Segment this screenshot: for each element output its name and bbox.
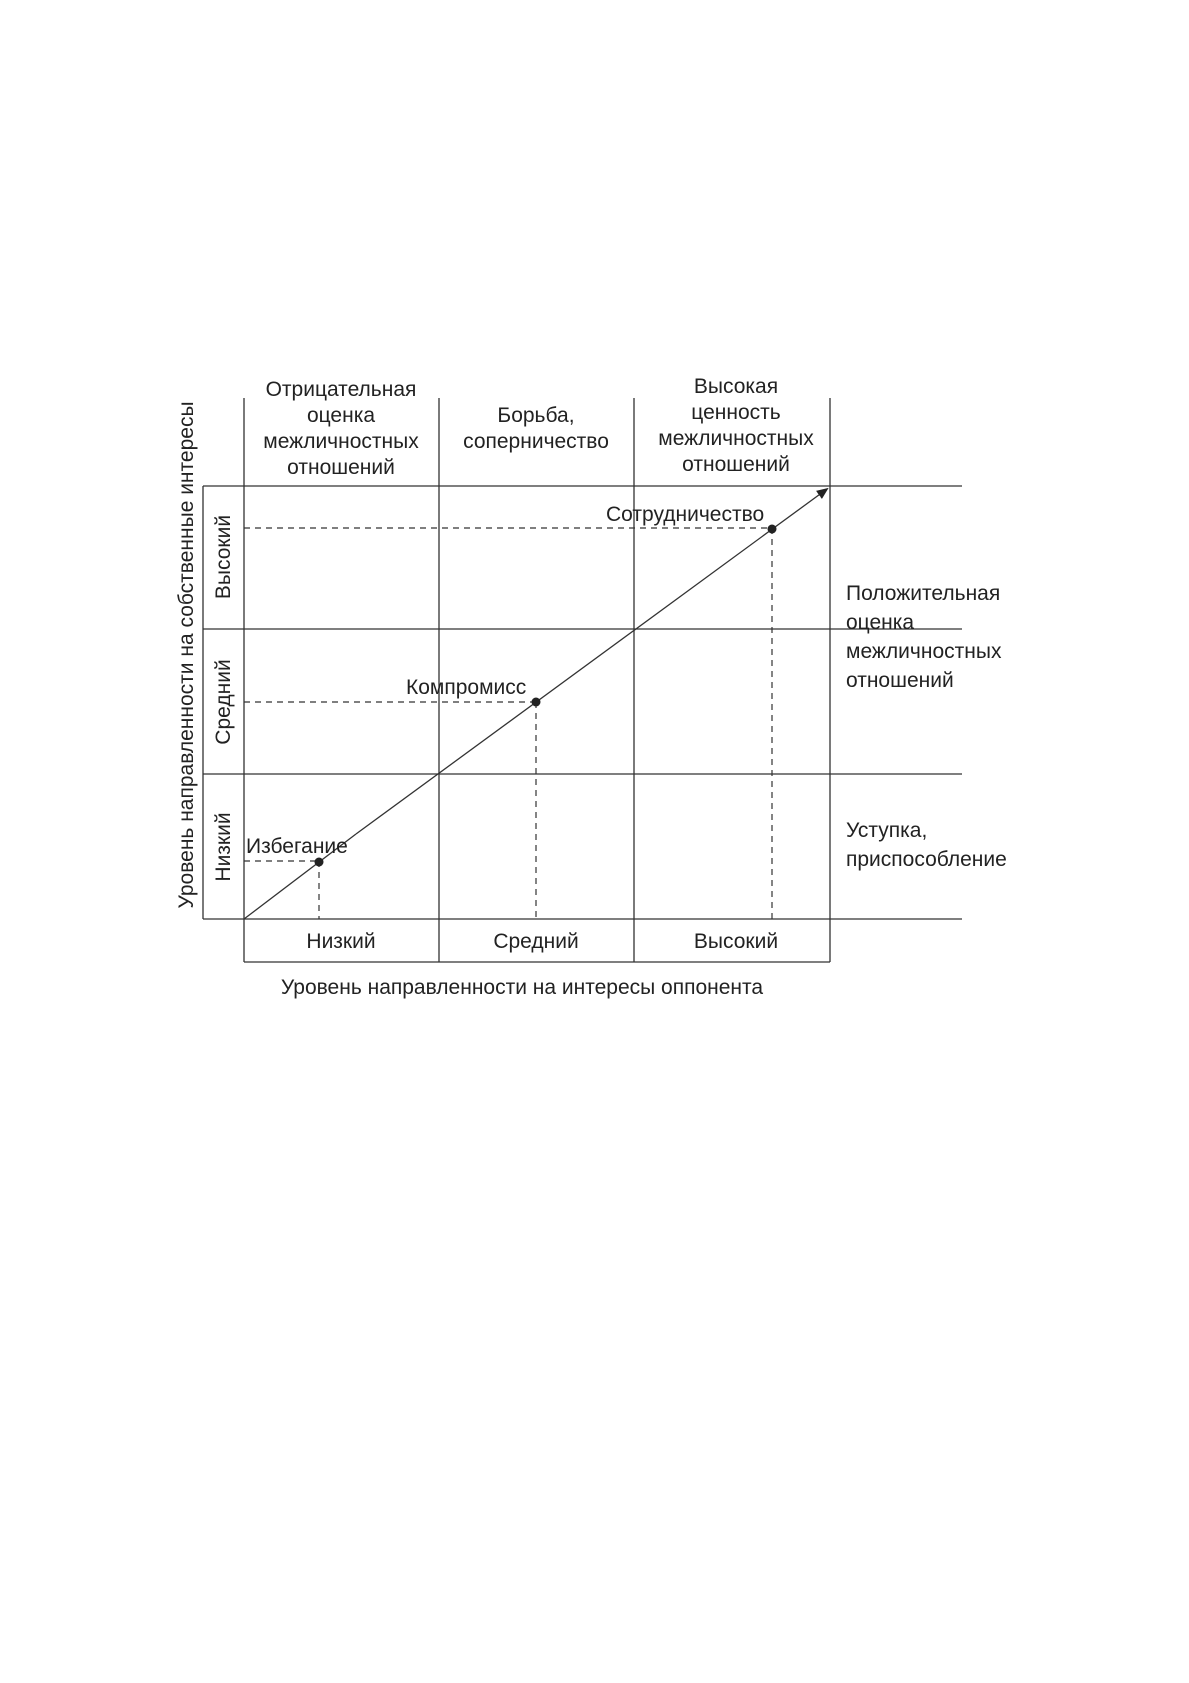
col-label-medium: Средний — [493, 930, 579, 953]
right-label-positive-line: Положительная — [846, 582, 1001, 605]
top-header-col3-line: ценность — [691, 401, 781, 424]
right-label-concession-line: Уступка, — [846, 819, 928, 842]
right-label-concession — [846, 819, 1007, 871]
point-sotrudnichestvo — [768, 525, 777, 534]
col-label-high: Высокий — [693, 930, 779, 953]
diagonal-arrow-upper — [356, 489, 827, 834]
y-axis-title: Уровень направленности на собственные интересы — [175, 401, 198, 909]
top-header-col1-line: оценка — [306, 404, 376, 427]
label-kompromiss: Компромисс — [406, 676, 527, 699]
top-header-col3-line: отношений — [682, 453, 790, 476]
point-izbeganie — [315, 858, 324, 867]
top-header-col2-line: соперничество — [463, 430, 609, 453]
top-header-col3-line: Высокая — [693, 375, 779, 398]
top-header-col1-line: межличностных — [263, 430, 419, 453]
top-header-col1-line: Отрицательная — [265, 378, 417, 401]
right-label-positive — [846, 582, 1002, 692]
right-label-positive-line: отношений — [846, 669, 954, 692]
point-kompromiss — [532, 698, 541, 707]
right-label-positive-line: оценка — [846, 611, 915, 634]
label-sotrudnichestvo: Сотрудничество — [606, 503, 765, 526]
label-izbeganie: Избегание — [246, 835, 348, 858]
right-label-concession-line: приспособление — [846, 848, 1007, 871]
x-axis-title: Уровень направленности на интересы оппонента — [280, 976, 764, 999]
top-header-col2 — [463, 404, 609, 453]
row-label-medium: Средний — [212, 659, 235, 745]
row-label-high: Высокий — [212, 514, 235, 600]
top-header-col1-line: отношений — [287, 456, 395, 479]
row-label-low: Низкий — [212, 812, 235, 882]
top-header-col1 — [263, 378, 419, 479]
top-header-col3-line: межличностных — [658, 427, 814, 450]
right-label-positive-line: межличностных — [846, 640, 1002, 663]
top-header-col2-line: Борьба, — [497, 404, 575, 427]
col-label-low: Низкий — [306, 930, 376, 953]
top-header-col3 — [658, 375, 814, 476]
